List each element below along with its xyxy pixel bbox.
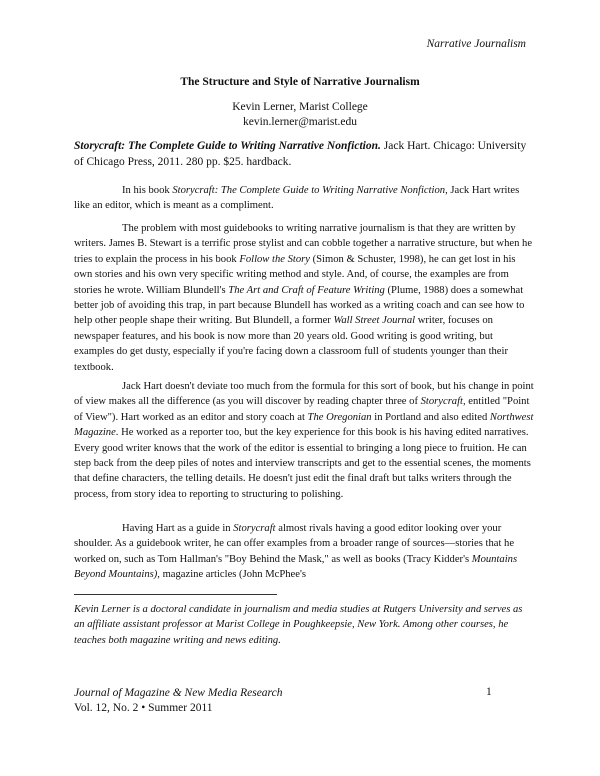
p4-text-c: almost rivals having a good editor looking over your shoulder. As a guidebook writer, he can offer examples from a broader range of sources—stories that he worked on, such as Tom Hallman's "Boy Behind the Mask," as well as books (Tracy Kidder's: [74, 523, 515, 565]
p2-text-e: (Plume, 1988) does a somewhat better job of avoiding this trap, in part because Blundell has worked as a writing coach and can see how to help other people shape their writing. But Blundell, a former: [74, 284, 525, 327]
p2-title-follow-the-story: Follow the Story: [239, 253, 310, 265]
p2-text-g: writer, focuses on newspaper features, and his book is now more than 20 years old. Good writing is good writing, but examples do get dusty, especially if you're facing down a classroom full of students younger than their textbook.: [74, 315, 508, 373]
p2-text-a: The problem with most guidebooks to writing narrative journalism is that they are written by writers. James B. Stewart is a terrific prose stylist and can cobble together a narrative structure, but when he tries to explain the process in his book: [74, 223, 533, 265]
footnote-divider: [74, 594, 277, 595]
p1-text-c: Jack Hart writes like an editor, which is meant as a compliment.: [74, 185, 520, 212]
paragraph-2: [74, 221, 534, 375]
author-name-affiliation: Kevin Lerner, Marist College: [232, 101, 368, 113]
p3-text-g: . He worked as a reporter too, but the key experience for this book is his having edited narratives. Every good writer knows that the work of the editor is essential to bringing a long piece to fruition. He can step back from the deep piles of notes and interview transcripts and get to the essential scenes, the moments that define characters, the telling details. He doesn't just edit the final draft but talks writers through the process, from story idea to reporting to structuring to polishing.: [74, 427, 531, 500]
p3-text-e: in Portland and also edited: [371, 411, 490, 423]
p3-title-oregonian: The Oregonian: [307, 411, 372, 423]
book-citation: Jack Hart. Chicago: University of Chicago Press, 2011. 280 pp. $25. hardback.: [74, 140, 527, 168]
review-citation: [74, 138, 534, 170]
journal-name: Journal of Magazine & New Media Research: [74, 687, 283, 699]
journal-issue: Vol. 12, No. 2 • Summer 2011: [74, 702, 213, 714]
p3-text-a: Jack Hart doesn't deviate too much from the formula for this sort of book, but his change in point of view makes all the difference (as you will discover by reading chapter three of: [74, 381, 534, 408]
article-title: The Structure and Style of Narrative Journalism: [180, 76, 420, 88]
paragraph-3: [74, 379, 534, 502]
author-bio: Kevin Lerner is a doctoral candidate in journalism and media studies at Rutgers University and serves as an affiliate assistant professor at Marist College in Poughkeepsie, New York. Among other courses, he teaches both magazine writing and news editing.: [74, 604, 523, 646]
author-email[interactable]: kevin.lerner@marist.edu: [242, 116, 358, 128]
p4-text-e: magazine articles (John McPhee's: [159, 569, 306, 581]
p3-text-c: entitled "Point of View"). Hart worked as an editor and story coach at: [74, 396, 530, 423]
book-title: Storycraft: The Complete Guide to Writing Narrative Nonfiction.: [74, 140, 381, 152]
p4-title-storycraft: Storycraft: [233, 523, 276, 534]
paragraph-4: [74, 521, 534, 583]
p3-title-northwest-magazine: Northwest Magazine: [74, 411, 534, 439]
p4-title-mountains: Mountains Beyond Mountains),: [74, 553, 518, 581]
running-head: Narrative Journalism: [426, 38, 526, 50]
p4-text-a: Having Hart as a guide in: [122, 523, 234, 534]
p1-text-a: In his book: [122, 185, 173, 196]
p2-title-art-and-craft: The Art and Craft of Feature Writing: [228, 284, 385, 296]
page-number: 1: [486, 686, 492, 698]
author-block: [0, 100, 600, 130]
p2-title-wsj: Wall Street Journal: [333, 315, 416, 327]
journal-footer: [74, 686, 282, 716]
p2-text-c: (Simon & Schuster, 1998), he can get lost in his own stories and his own very specific writing method and style. And, of course, the examples are from stories he wrote. William Blundell's: [74, 253, 516, 296]
paragraph-1: [74, 183, 534, 214]
p3-title-storycraft: Storycraft,: [420, 396, 466, 408]
p1-book-title: Storycraft: The Complete Guide to Writing Narrative Nonfiction,: [172, 185, 448, 196]
